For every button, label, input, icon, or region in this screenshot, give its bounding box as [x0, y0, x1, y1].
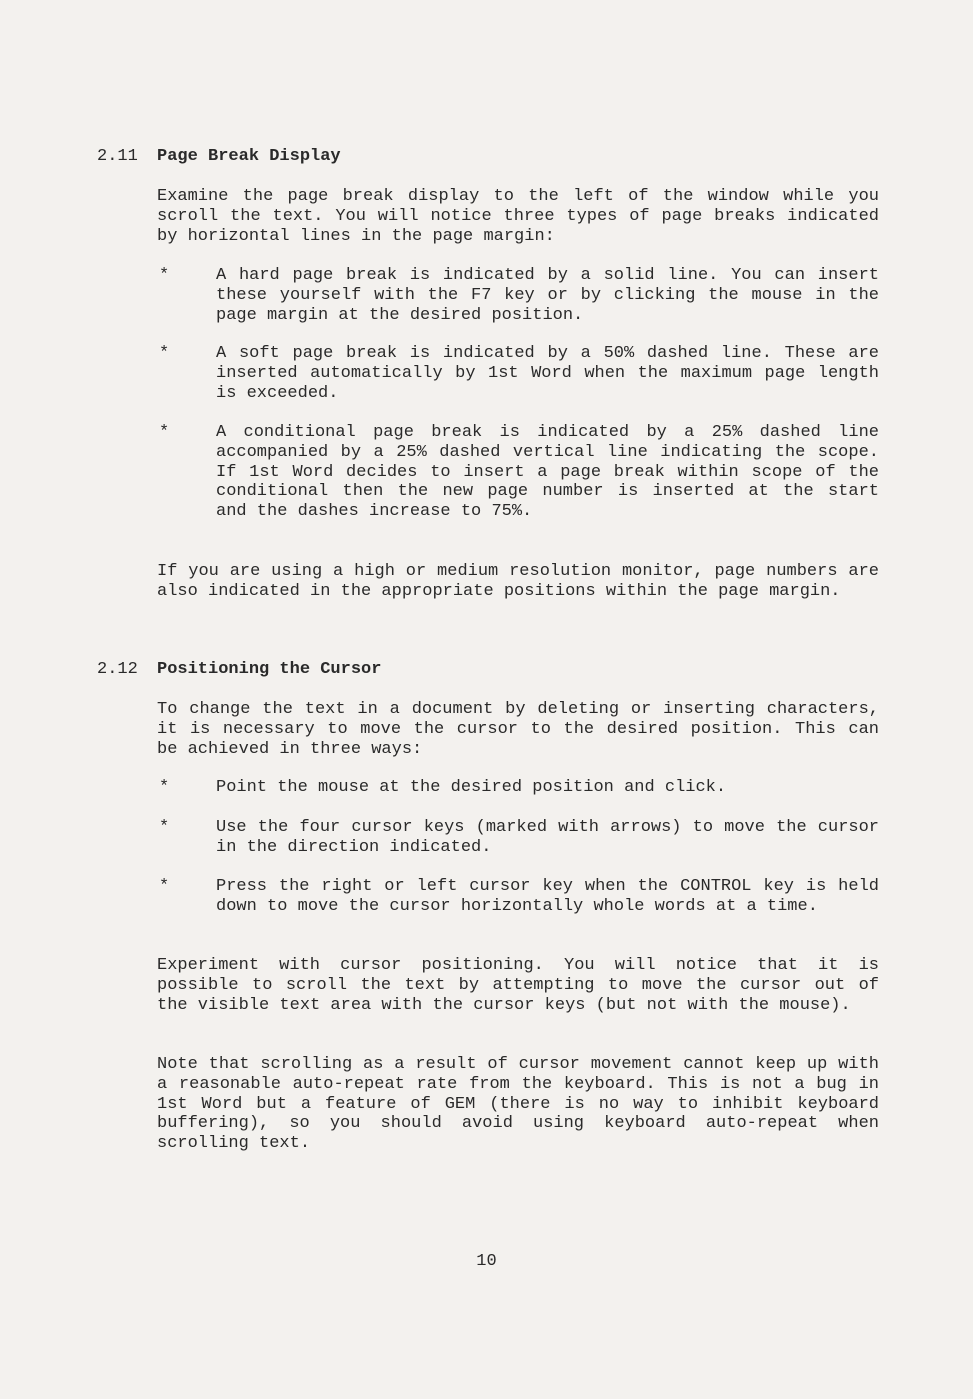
- list-item-text: A soft page break is indicated by a 50% dashed line. These are inserted automatically by 1st Word when the maximum page length is exceeded.: [216, 344, 879, 403]
- section-heading-2-12: [97, 660, 879, 680]
- paragraph-note: Note that scrolling as a result of cursor movement cannot keep up with a reasonable auto-repeat rate from the keyboard. This is not a bug in 1st Word but a feature of GEM (there is no way to inhibit keyboard buffering), so you should avoid using keyboard auto-repeat when scrolling text.: [157, 1055, 879, 1154]
- bullet-marker: *: [159, 877, 170, 896]
- section-number: 2.11: [97, 147, 138, 166]
- paragraph-closing-2-11: If you are using a high or medium resolution monitor, page numbers are also indicated in the appropriate positions within the page margin.: [157, 562, 879, 601]
- section-title: Positioning the Cursor: [157, 660, 382, 679]
- paragraph-intro-2-11: Examine the page break display to the left of the window while you scroll the text. You will notice three types of page breaks indicated by horizontal lines in the page margin:: [157, 187, 879, 246]
- list-item-text: Press the right or left cursor key when the CONTROL key is held down to move the cursor horizontally whole words at a time.: [216, 877, 879, 916]
- bullet-marker: *: [159, 423, 170, 442]
- paragraph-intro-2-12: To change the text in a document by deleting or inserting characters, it is necessary to move the cursor to the desired position. This can be achieved in three ways:: [157, 700, 879, 759]
- list-item-text: Point the mouse at the desired position and click.: [216, 778, 727, 797]
- bullet-marker: *: [159, 818, 170, 837]
- bullet-marker: *: [159, 266, 170, 285]
- list-item-text: A conditional page break is indicated by a 25% dashed line accompanied by a 25% dashed vertical line indicating the scope. If 1st Word decides to insert a page break within scope of the conditional then the new page number is inserted at the start and the dashes increase to 75%.: [216, 423, 879, 522]
- list-item-text: Use the four cursor keys (marked with arrows) to move the cursor in the direction indicated.: [216, 818, 879, 857]
- list-item-text: A hard page break is indicated by a solid line. You can insert these yourself with the F7 key or by clicking the mouse in the page margin at the desired position.: [216, 266, 879, 325]
- section-number: 2.12: [97, 660, 138, 679]
- bullet-marker: *: [159, 778, 170, 797]
- paragraph-experiment: Experiment with cursor positioning. You will notice that it is possible to scroll the text by attempting to move the cursor out of the visible text area with the cursor keys (but not with the mouse).: [157, 956, 879, 1015]
- bullet-marker: *: [159, 344, 170, 363]
- section-heading-2-11: [97, 147, 879, 167]
- page-number: 10: [476, 1252, 497, 1271]
- section-title: Page Break Display: [157, 147, 341, 166]
